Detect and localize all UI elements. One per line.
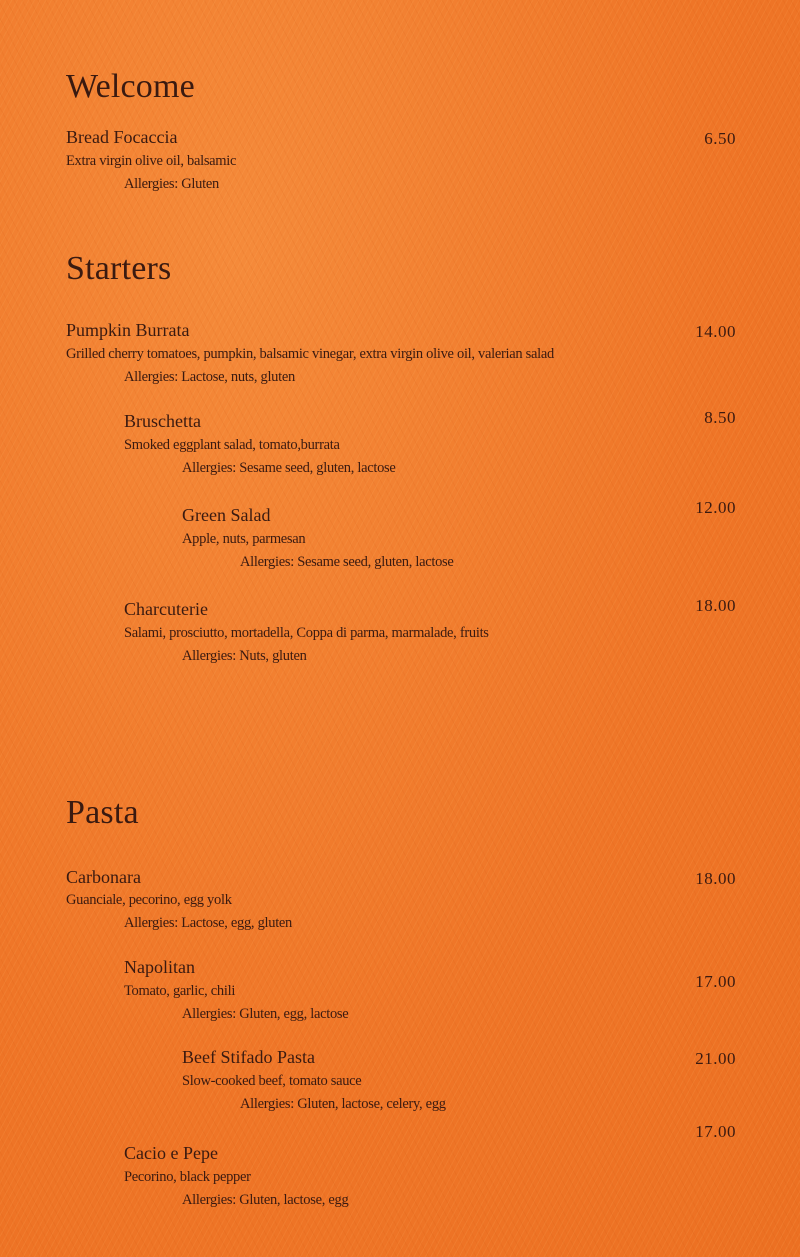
item-allergies: Allergies: Sesame seed, gluten, lactose (182, 460, 396, 476)
item-allergies: Allergies: Lactose, egg, gluten (124, 915, 293, 931)
item-name: Napolitan (124, 957, 195, 977)
item-allergies: Allergies: Gluten (124, 176, 219, 192)
item-name: Green Salad (182, 505, 271, 525)
item-price: 14.00 (695, 322, 736, 341)
item-name: Bruschetta (124, 411, 201, 431)
item-allergies: Allergies: Gluten, egg, lactose (182, 1006, 349, 1022)
item-description: Pecorino, black pepper (124, 1169, 251, 1185)
item-description: Grilled cherry tomatoes, pumpkin, balsamic vinegar, extra virgin olive oil, valerian salad (66, 346, 554, 362)
item-name: Carbonara (66, 867, 141, 887)
item-description: Guanciale, pecorino, egg yolk (66, 892, 232, 908)
item-name: Charcuterie (124, 599, 208, 619)
section-title-welcome: Welcome (66, 68, 195, 105)
item-allergies: Allergies: Nuts, gluten (182, 648, 307, 664)
item-name: Cacio e Pepe (124, 1143, 218, 1163)
item-allergies: Allergies: Gluten, lactose, celery, egg (240, 1096, 446, 1112)
item-price: 8.50 (704, 408, 736, 427)
item-price: 17.00 (695, 972, 736, 991)
item-description: Extra virgin olive oil, balsamic (66, 153, 237, 169)
item-name: Bread Focaccia (66, 127, 178, 147)
item-description: Apple, nuts, parmesan (182, 531, 306, 547)
item-allergies: Allergies: Lactose, nuts, gluten (124, 369, 295, 385)
item-description: Slow-cooked beef, tomato sauce (182, 1073, 362, 1089)
section-title-pasta: Pasta (66, 794, 139, 831)
item-price: 18.00 (695, 596, 736, 615)
item-price: 18.00 (695, 869, 736, 888)
item-price: 12.00 (695, 498, 736, 517)
item-allergies: Allergies: Sesame seed, gluten, lactose (240, 554, 454, 570)
item-price: 17.00 (695, 1122, 736, 1141)
item-name: Pumpkin Burrata (66, 320, 190, 340)
item-price: 6.50 (704, 129, 736, 148)
item-allergies: Allergies: Gluten, lactose, egg (182, 1192, 349, 1208)
section-title-starters: Starters (66, 250, 172, 287)
item-name: Beef Stifado Pasta (182, 1047, 315, 1067)
item-price: 21.00 (695, 1049, 736, 1068)
item-description: Tomato, garlic, chili (124, 983, 236, 999)
item-description: Smoked eggplant salad, tomato,burrata (124, 437, 340, 453)
item-description: Salami, prosciutto, mortadella, Coppa di parma, marmalade, fruits (124, 625, 489, 641)
